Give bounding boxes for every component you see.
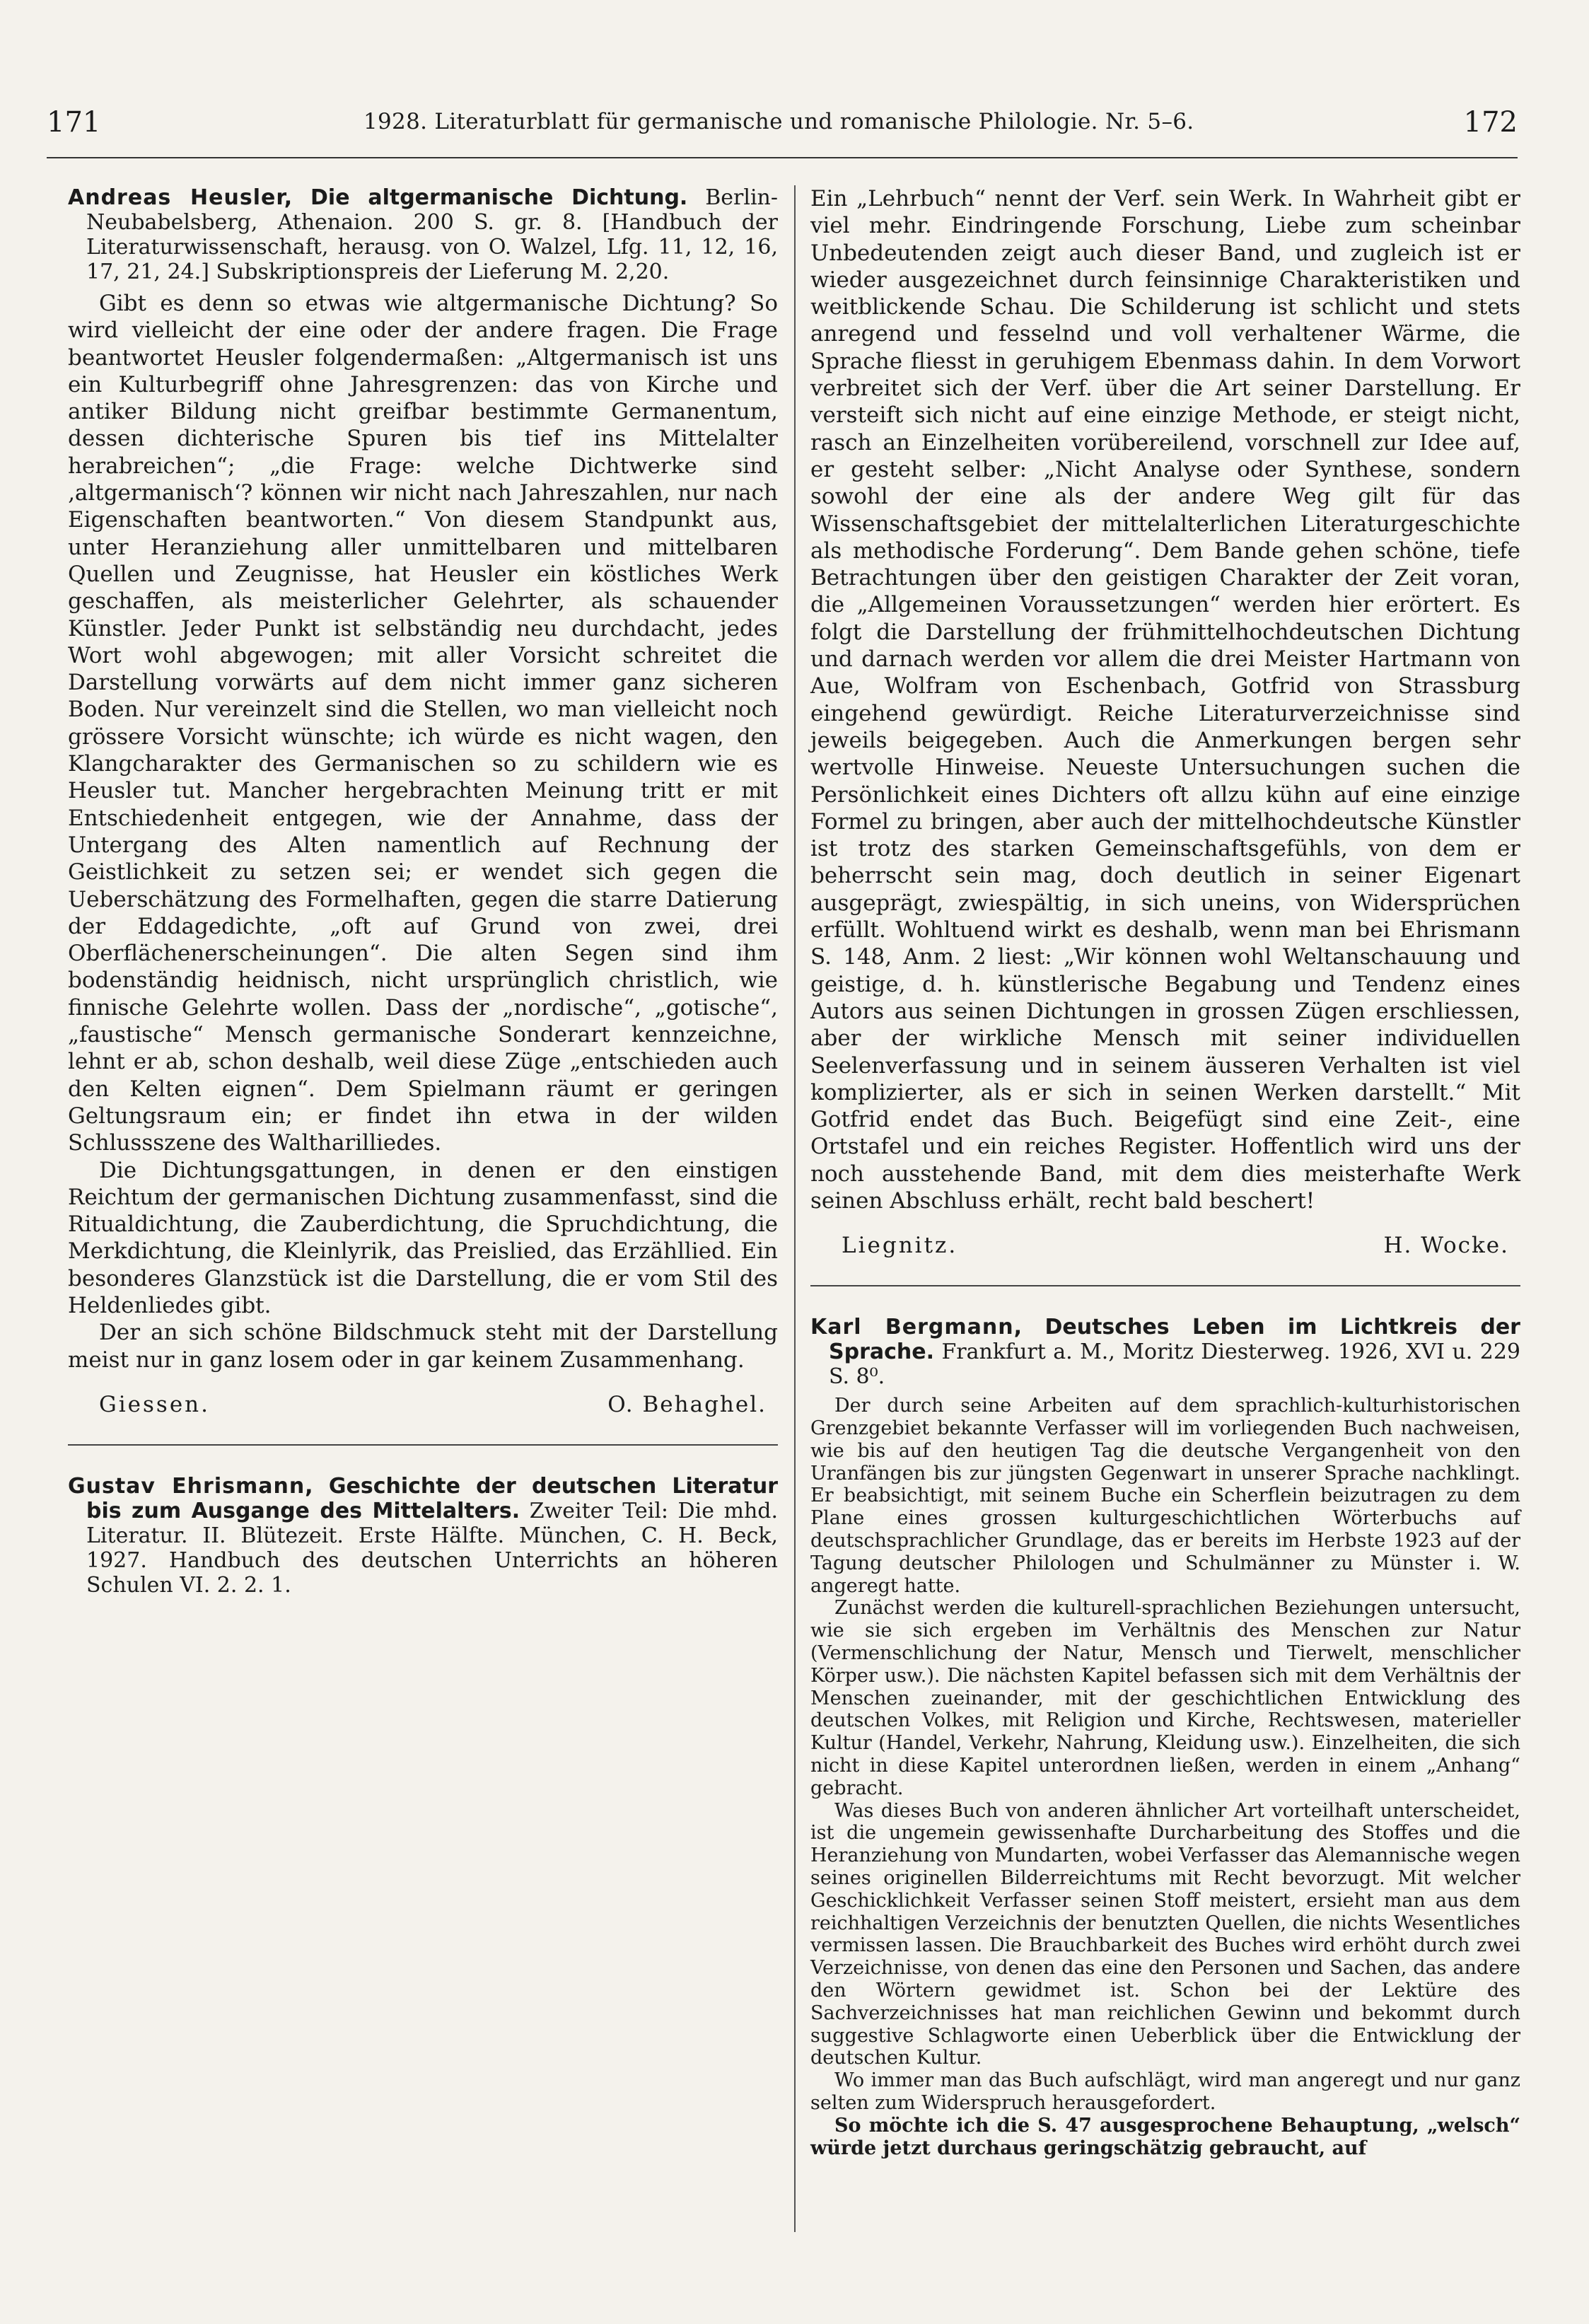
review-signature (68, 1392, 778, 1417)
review-book-title: Die altgermanische Dichtung. (310, 185, 688, 210)
review-paragraph: Was dieses Buch von anderen ähnlicher Art vorteilhaft unterscheidet, ist die ungemein gewissenhafte Durcharbeitung des Stoffes und die Heranziehung von Mundarten, wobei Verfasser das Alemannische wegen seines originellen Bilderreichtums mit Recht bevorzugt. Mit welcher Geschicklichkeit Verfasser seinen Stoff meistert, ersieht man aus dem reichhaltigen Verzeichnis der benutzten Quellen, die nichts Wesentliches vermissen lassen. Die Brauchbarkeit des Buches wird erhöht durch zwei Verzeichnisse, von denen das eine den Personen und Sachen, das andere den Wörtern gewidmet ist. Schon bei der Lektüre des Sachverzeichnisses hat man reichlichen Gewinn und bekommt durch suggestive Schlagworte einen Ueberblick über die Entwicklung der deutschen Kultur. (810, 1799, 1520, 2069)
review-book-title: Deutsches Leben im Lichtkreis der Sprache. (829, 1315, 1520, 1365)
review-bibliography: Zweiter Teil: Die mhd. Literatur. II. Blütezeit. Erste Hälfte. München, C. H. Beck, 1927. Handbuch des deutschen Unterrichts an höheren Schulen VI. 2. 2. 1. (86, 1498, 779, 1598)
review-heusler (68, 185, 778, 1417)
review-ehrismann-start (68, 1474, 778, 1598)
review-paragraph: Der durch seine Arbeiten auf dem sprachlich-kulturhistorischen Grenzgebiet bekannte Verfasser will im vorliegenden Buch nachweisen, wie bis auf den heutigen Tag die deutsche Vergangenheit von den Uranfängen bis zur jüngsten Gegenwart in unserer Sprache nachklingt. Er beabsichtigt, mit seinem Buche ein Scherflein beizutragen zu dem Plane eines grossen kulturgeschichtlichen Wörterbuchs auf deutschsprachlicher Grundlage, das er bereits im Herbste 1923 auf der Tagung deutscher Philologen und Schulmänner zu Münster i. W. angeregt hatte. (810, 1395, 1520, 1597)
review-ehrismann-body (810, 185, 1520, 1258)
review-paragraph: Zunächst werden die kulturell-sprachlichen Beziehungen untersucht, wie sie sich ergeben im Verhältnis des Menschen zur Natur (Vermenschlichung der Natur, Mensch und Tierwelt, menschlicher Körper usw.). Die nächsten Kapitel befassen sich mit dem Verhältnis der Menschen zueinander, mit der geschichtlichen Entwicklung des deutschen Volkes, mit Religion und Kirche, Rechtswesen, materieller Kultur (Handel, Verkehr, Nahrung, Kleidung usw.). Einzelheiten, die sich nicht in diese Kapitel unterordnen ließen, werden in einem „Anhang“ gebracht. (810, 1597, 1520, 1799)
review-bibliography: Frankfurt a. M., Moritz Diesterweg. 1926, XVI u. 229 S. 8⁰. (829, 1340, 1520, 1390)
review-author: Karl Bergmann, (810, 1315, 1023, 1340)
review-place: Liegnitz. (842, 1233, 958, 1259)
review-paragraph: Gibt es denn so etwas wie altgermanische Dichtung? So wird vielleicht der eine oder der andere fragen. Die Frage beantwortet Heusler folgendermaßen: „Altgermanisch ist uns ein Kulturbegriff ohne Jahresgrenzen: das von Kirche und antiker Bildung nicht greifbar bestimmte Germanentum, dessen dichterische Spuren bis tief ins Mittelalter herabreichen“; „die Frage: welche Dichtwerke sind ‚altgermanisch‘? können wir nicht nach Jahreszahlen, nur nach Eigenschaften beantworten.“ Von diesem Standpunkt aus, unter Heranziehung aller unmittelbaren und mittelbaren Quellen und Zeugnisse, hat Heusler ein köstliches Werk geschaffen, als meisterlicher Gelehrter, als schauender Künstler. Jeder Punkt ist selbständig neu durchdacht, jedes Wort wohl abgewogen; mit aller Vorsicht schreitet die Darstellung vorwärts auf dem nicht immer ganz sicheren Boden. Nur vereinzelt sind die Stellen, wo man vielleicht noch grössere Vorsicht wünschte; ich würde es nicht wagen, den Klangcharakter des Germanischen so zu schildern wie es Heusler tut. Mancher hergebrachten Meinung tritt er mit Entschiedenheit entgegen, wie der Annahme, dass der Untergang des Alten namentlich auf Rechnung der Geistlichkeit zu setzen sei; er wendet sich gegen die Ueberschätzung des Formelhaften, gegen die starre Datierung der Eddagedichte, „oft auf Grund von zwei, drei Oberflächenerscheinungen“. Die alten Segen sind ihm bodenständig heidnisch, nicht ursprünglich christlich, wie finnische Gelehrte wollen. Dass der „nordische“, „gotische“, „faustische“ Mensch germanische Sonderart kennzeichne, lehnt er ab, schon deshalb, weil diese Züge „entschieden auch den Kelten eignen“. Dem Spielmann räumt er geringen Geltungsraum ein; er findet ihn etwa in der wilden Schlussszene des Waltharilliedes. (68, 291, 778, 1156)
page-number-left: 171 (47, 106, 101, 139)
review-separator (810, 1285, 1520, 1286)
review-book-title: Geschichte der deutschen Literatur bis zum Ausgange des Mittelalters. (86, 1473, 778, 1523)
review-separator (68, 1444, 778, 1446)
reviewer-name: O. Behaghel. (607, 1391, 767, 1417)
page-number-right: 172 (1463, 106, 1518, 139)
review-bergmann (810, 1315, 1520, 2159)
review-paragraph: So möchte ich die S. 47 ausgesprochene Behauptung, „welsch“ würde jetzt durchaus geringschätzig gebraucht, auf (810, 2114, 1520, 2159)
running-title: 1928. Literaturblatt für germanische und romanische Philologie. Nr. 5–6. (363, 109, 1194, 134)
review-paragraph: Wo immer man das Buch aufschlägt, wird man angeregt und nur ganz selten zum Widerspruch herausgefordert. (810, 2069, 1520, 2114)
review-heading (68, 185, 778, 284)
review-author: Gustav Ehrismann, (68, 1473, 314, 1499)
review-bibliography: Berlin-Neubabelsberg, Athenaion. 200 S. gr. 8. [Handbuch der Literaturwissenschaft, herausg. von O. Walzel, Lfg. 11, 12, 16, 17, 21, 24.] Subskriptionspreis der Lieferung M. 2,20. (86, 185, 778, 284)
right-column (810, 185, 1520, 2159)
review-heading (810, 1315, 1520, 1389)
review-signature (810, 1233, 1520, 1258)
left-column (68, 185, 778, 1603)
column-divider (794, 185, 796, 2232)
review-paragraph: Die Dichtungsgattungen, in denen er den einstigen Reichtum der germanischen Dichtung zusammenfasst, sind die Ritualdichtung, die Zauberdichtung, die Spruchdichtung, die Merkdichtung, die Kleinlyrik, das Preislied, das Erzähllied. Ein besonderes Glanzstück ist die Darstellung, die er vom Stil des Heldenliedes gibt. (68, 1157, 778, 1318)
review-author: Andreas Heusler, (68, 185, 293, 210)
reviewer-name: H. Wocke. (1383, 1233, 1509, 1259)
review-paragraph: Ein „Lehrbuch“ nennt der Verf. sein Werk. In Wahrheit gibt er viel mehr. Eindringende Forschung, Liebe zum scheinbar Unbedeutenden zeigt auch dieser Band, und zugleich ist er wieder ausgezeichnet durch feinsinnige Charakteristiken und weitblickende Schau. Die Schilderung ist schlicht und stets anregend und fesselnd und voll verhaltener Wärme, die Sprache fliesst in geruhigem Ebenmass dahin. In dem Vorwort verbreitet sich der Verf. über die Art seiner Darstellung. Er versteift sich nicht auf eine einzige Methode, er steigt nicht, rasch an Einzelheiten vorübereilend, vorschnell zur Idee auf, er gesteht selber: „Nicht Analyse oder Synthese, sondern sowohl der eine als der andere Weg gilt für das Wissenschaftsgebiet der mittelalterlichen Literaturgeschichte als methodische Forderung“. Dem Bande gehen schöne, tiefe Betrachtungen über den geistigen Charakter der Zeit voran, die „Allgemeinen Voraussetzungen“ werden hier erörtert. Es folgt die Darstellung der frühmittelhochdeutschen Dichtung und darnach werden vor allem die drei Meister Hartmann von Aue, Wolfram von Eschenbach, Gotfrid von Strassburg eingehend gewürdigt. Reiche Literaturverzeichnisse sind jeweils beigegeben. Auch die Anmerkungen bergen sehr wertvolle Hinweise. Neueste Untersuchungen suchen die Persönlichkeit eines Dichters oft allzu kühn auf eine einzige Formel zu bringen, aber auch der mittelhochdeutsche Künstler ist trotz des starken Gemeinschaftsgefühls, von dem er beherrscht sein mag, doch deutlich in seiner Eigenart ausgeprägt, zwiespältig, in sich uneins, von Widersprüchen erfüllt. Wohltuend wirkt es deshalb, wenn man bei Ehrismann S. 148, Anm. 2 liest: „Wir können wohl Weltanschauung und geistige, d. h. künstlerische Begabung und Tendenz eines Autors aus seinen Dichtungen in grossen Zügen erschliessen, aber der wirkliche Mensch mit seiner individuellen Seelenverfassung und in seinem äusseren Verhalten ist viel komplizierter, als er sich in seinen Werken darstellt.“ Mit Gotfrid endet das Buch. Beigefügt sind eine Zeit-, eine Ortstafel und ein reiches Register. Hoffentlich wird uns der noch ausstehende Band, mit dem dies meisterhafte Werk seinen Abschluss erhält, recht bald beschert! (810, 186, 1520, 1214)
header-rule (47, 157, 1518, 158)
review-heading (68, 1474, 778, 1598)
review-place: Giessen. (99, 1391, 211, 1417)
running-header (47, 106, 1518, 156)
review-paragraph: Der an sich schöne Bildschmuck steht mit der Darstellung meist nur in ganz losem oder in gar keinem Zusammenhang. (68, 1320, 778, 1373)
